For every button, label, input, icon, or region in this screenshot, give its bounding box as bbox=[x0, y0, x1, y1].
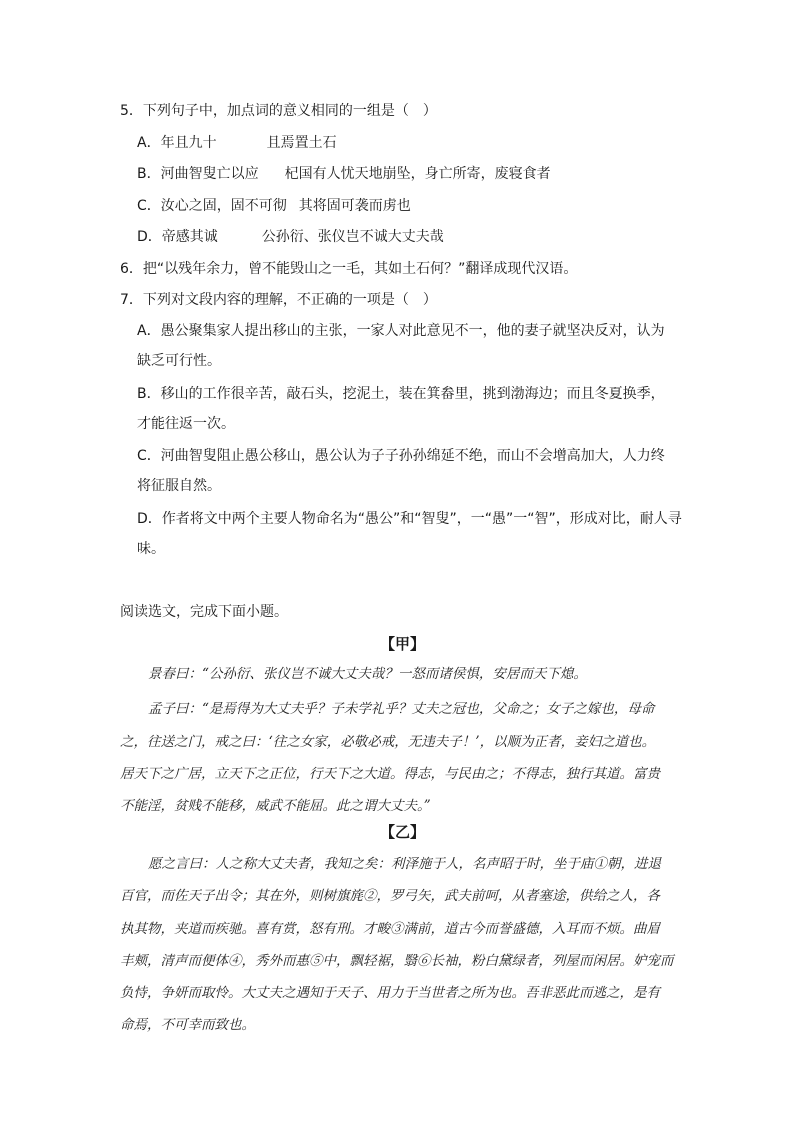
q7-option-c-line2: 将征服自然。 bbox=[137, 478, 221, 494]
yi-line-3: 执其物，夹道而疾驰。喜有赏，怒有刑。才畯③满前，道古今而誉盛德，入耳而不烦。曲眉 bbox=[120, 921, 660, 937]
q5-option-d bbox=[137, 227, 444, 247]
q5-option-b-right: 杞国有人忧天地崩坠，身亡所寄，废寝食者 bbox=[284, 166, 551, 182]
yi-title: 【乙】 bbox=[380, 823, 426, 841]
q5-option-d-left: D．帝感其诚 bbox=[137, 229, 218, 245]
q5-option-c bbox=[137, 196, 411, 216]
q7-option-c-line1: C．河曲智叟阻止愚公移山，愚公认为子子孙孙绵延不绝，而山不会增高加大，人力终 bbox=[137, 448, 665, 464]
reading-instruction: 阅读选文，完成下面小题。 bbox=[120, 604, 288, 620]
q7-option-b-line1: B．移山的工作很辛苦，敲石头，挖泥土，装在箕畚里，挑到渤海边；而且冬夏换季， bbox=[137, 386, 665, 402]
q7-option-d-line2: 味。 bbox=[137, 541, 165, 557]
q5-option-b-left: B．河曲智叟亡以应 bbox=[137, 166, 259, 182]
jia-line-3: 之，往送之门，戒之曰：‘往之女家，必敬必戒，无违夫子！’，以顺为正者，妾妇之道也。 bbox=[120, 734, 656, 750]
q5-option-b bbox=[137, 164, 551, 184]
q7-option-b-line2: 才能往返一次。 bbox=[137, 416, 235, 432]
yi-line-4: 丰颊，清声而便体④，秀外而惠⑤中，飘轻裾，翳⑥长袖，粉白黛绿者，列屋而闲居。妒宠而 bbox=[120, 953, 674, 969]
q7-option-a-line1: A．愚公聚集家人提出移山的主张，一家人对此意见不一，他的妻子就坚决反对，认为 bbox=[137, 323, 665, 339]
q7-option-d-line1: D．作者将文中两个主要人物命名为“愚公”和“智叟”，一“愚”一“智”，形成对比，耐人寻 bbox=[137, 511, 682, 527]
q5-option-c-right: 其将固可袭而虏也 bbox=[298, 198, 411, 214]
q7-stem: 7．下列对文段内容的理解，不正确的一项是（ ） bbox=[120, 292, 437, 308]
jia-line-4: 居天下之广居，立天下之正位，行天下之大道。得志，与民由之；不得志，独行其道。富贵 bbox=[120, 766, 660, 782]
q6-stem: 6．把“以残年余力，曾不能毁山之一毛，其如土石何？”翻译成现代汉语。 bbox=[120, 261, 578, 277]
q5-option-c-left: C．汝心之固，固不可彻 bbox=[137, 198, 287, 214]
jia-title: 【甲】 bbox=[380, 635, 426, 653]
jia-line-5: 不能淫，贫贱不能移，威武不能屈。此之谓大丈夫。” bbox=[120, 798, 431, 814]
yi-line-6: 命焉，不可幸而致也。 bbox=[120, 1017, 255, 1033]
q5-option-d-right: 公孙衍、张仪岂不诚大丈夫哉 bbox=[261, 229, 444, 245]
q5-stem: 5．下列句子中，加点词的意义相同的一组是（ ） bbox=[120, 103, 437, 119]
jia-line-1: 景春曰：“公孙衍、张仪岂不诚大丈夫哉？一怒而诸侯惧，安居而天下熄。 bbox=[148, 666, 587, 682]
q7-option-a-line2: 缺乏可行性。 bbox=[137, 353, 221, 369]
q5-option-a-left: A．年且九十 bbox=[137, 135, 217, 151]
q5-option-a bbox=[137, 133, 337, 153]
yi-line-5: 负恃，争妍而取怜。大丈夫之遇知于天子、用力于当世者之所为也。吾非恶此而逃之，是有 bbox=[120, 985, 660, 1001]
q5-option-a-right: 且焉置土石 bbox=[266, 135, 337, 151]
jia-line-2: 孟子曰：“是焉得为大丈夫乎？子未学礼乎？丈夫之冠也，父命之；女子之嫁也，母命 bbox=[148, 701, 655, 717]
yi-line-1: 愿之言曰：人之称大丈夫者，我知之矣：利泽施于人，名声昭于时，坐于庙①朝，进退 bbox=[148, 856, 661, 872]
yi-line-2: 百官，而佐天子出令；其在外，则树旗旄②，罗弓矢，武夫前呵，从者塞途，供给之人，各 bbox=[120, 888, 660, 904]
